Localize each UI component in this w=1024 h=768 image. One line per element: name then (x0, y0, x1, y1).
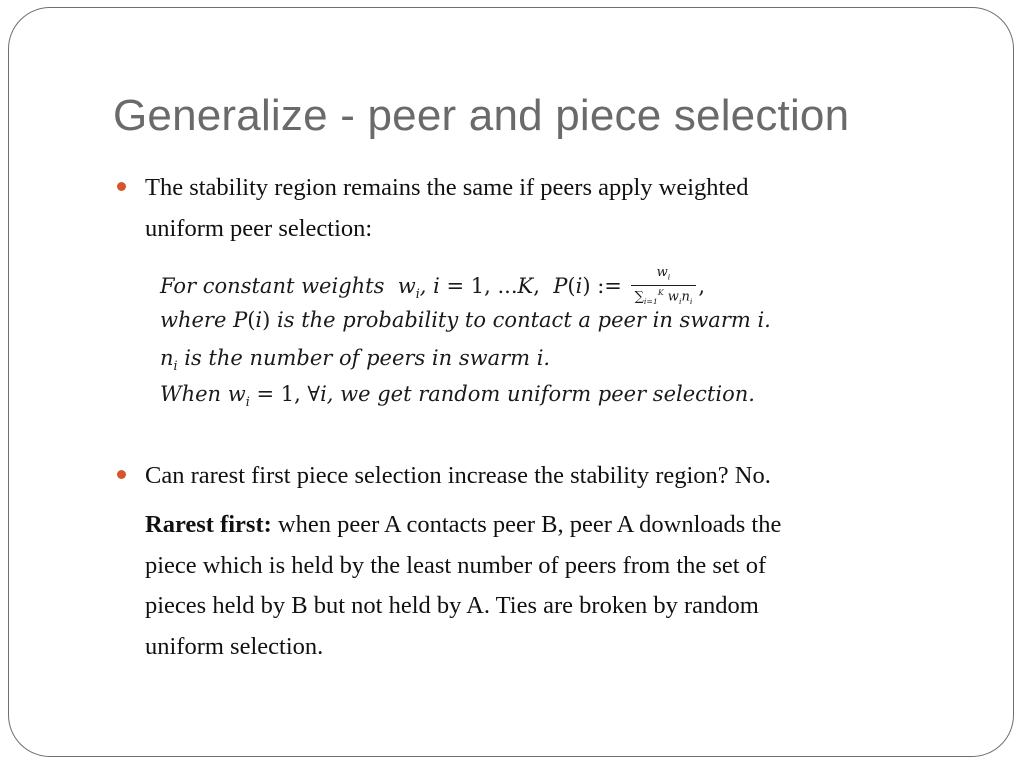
paragraph-line: Rarest first: when peer A contacts peer B, peer A downloads the (145, 511, 782, 538)
bullet-text-stability (145, 168, 965, 249)
formula-fraction: $\frac{w_i}{\sum_{i=1}^K w_in_i}$ (631, 266, 697, 309)
bullet-text-rarest-question: Can rarest first piece selection increase the stability region? No. (145, 462, 771, 489)
rarest-first-label: Rarest first: (145, 511, 272, 538)
formula-text: For constant weights (160, 273, 385, 298)
rarest-first-paragraph (145, 505, 965, 667)
slide-title: Generalize - peer and piece selection (113, 91, 850, 140)
formula-line-2: where P(i) is the probability to contact a peer in swarm i. (160, 308, 771, 332)
paragraph-line: pieces held by B but not held by A. Ties are broken by random (145, 592, 759, 619)
paragraph-line: uniform selection. (145, 632, 324, 660)
bullet-marker (117, 470, 126, 479)
formula-line-4: When $w_i = 1$, ∀i, we get random uniform peer selection. (160, 382, 755, 410)
bullet-line: uniform peer selection: (145, 214, 373, 242)
bullet-marker (117, 182, 126, 191)
formula-line-1: For constant weights $w_i$, i = 1, ...K, P(i) := $\frac{w_i}{\sum_{i=1}^K w_in_i}$ , (160, 266, 705, 309)
formula-math: $w_i$, i = 1, ...K, P(i) := (391, 273, 622, 301)
formula-line-3: $n_i$ is the number of peers in swarm i. (160, 346, 551, 374)
bullet-line: The stability region remains the same if peers apply weighted (145, 174, 749, 201)
paragraph-line: piece which is held by the least number of peers from the set of (145, 551, 767, 579)
